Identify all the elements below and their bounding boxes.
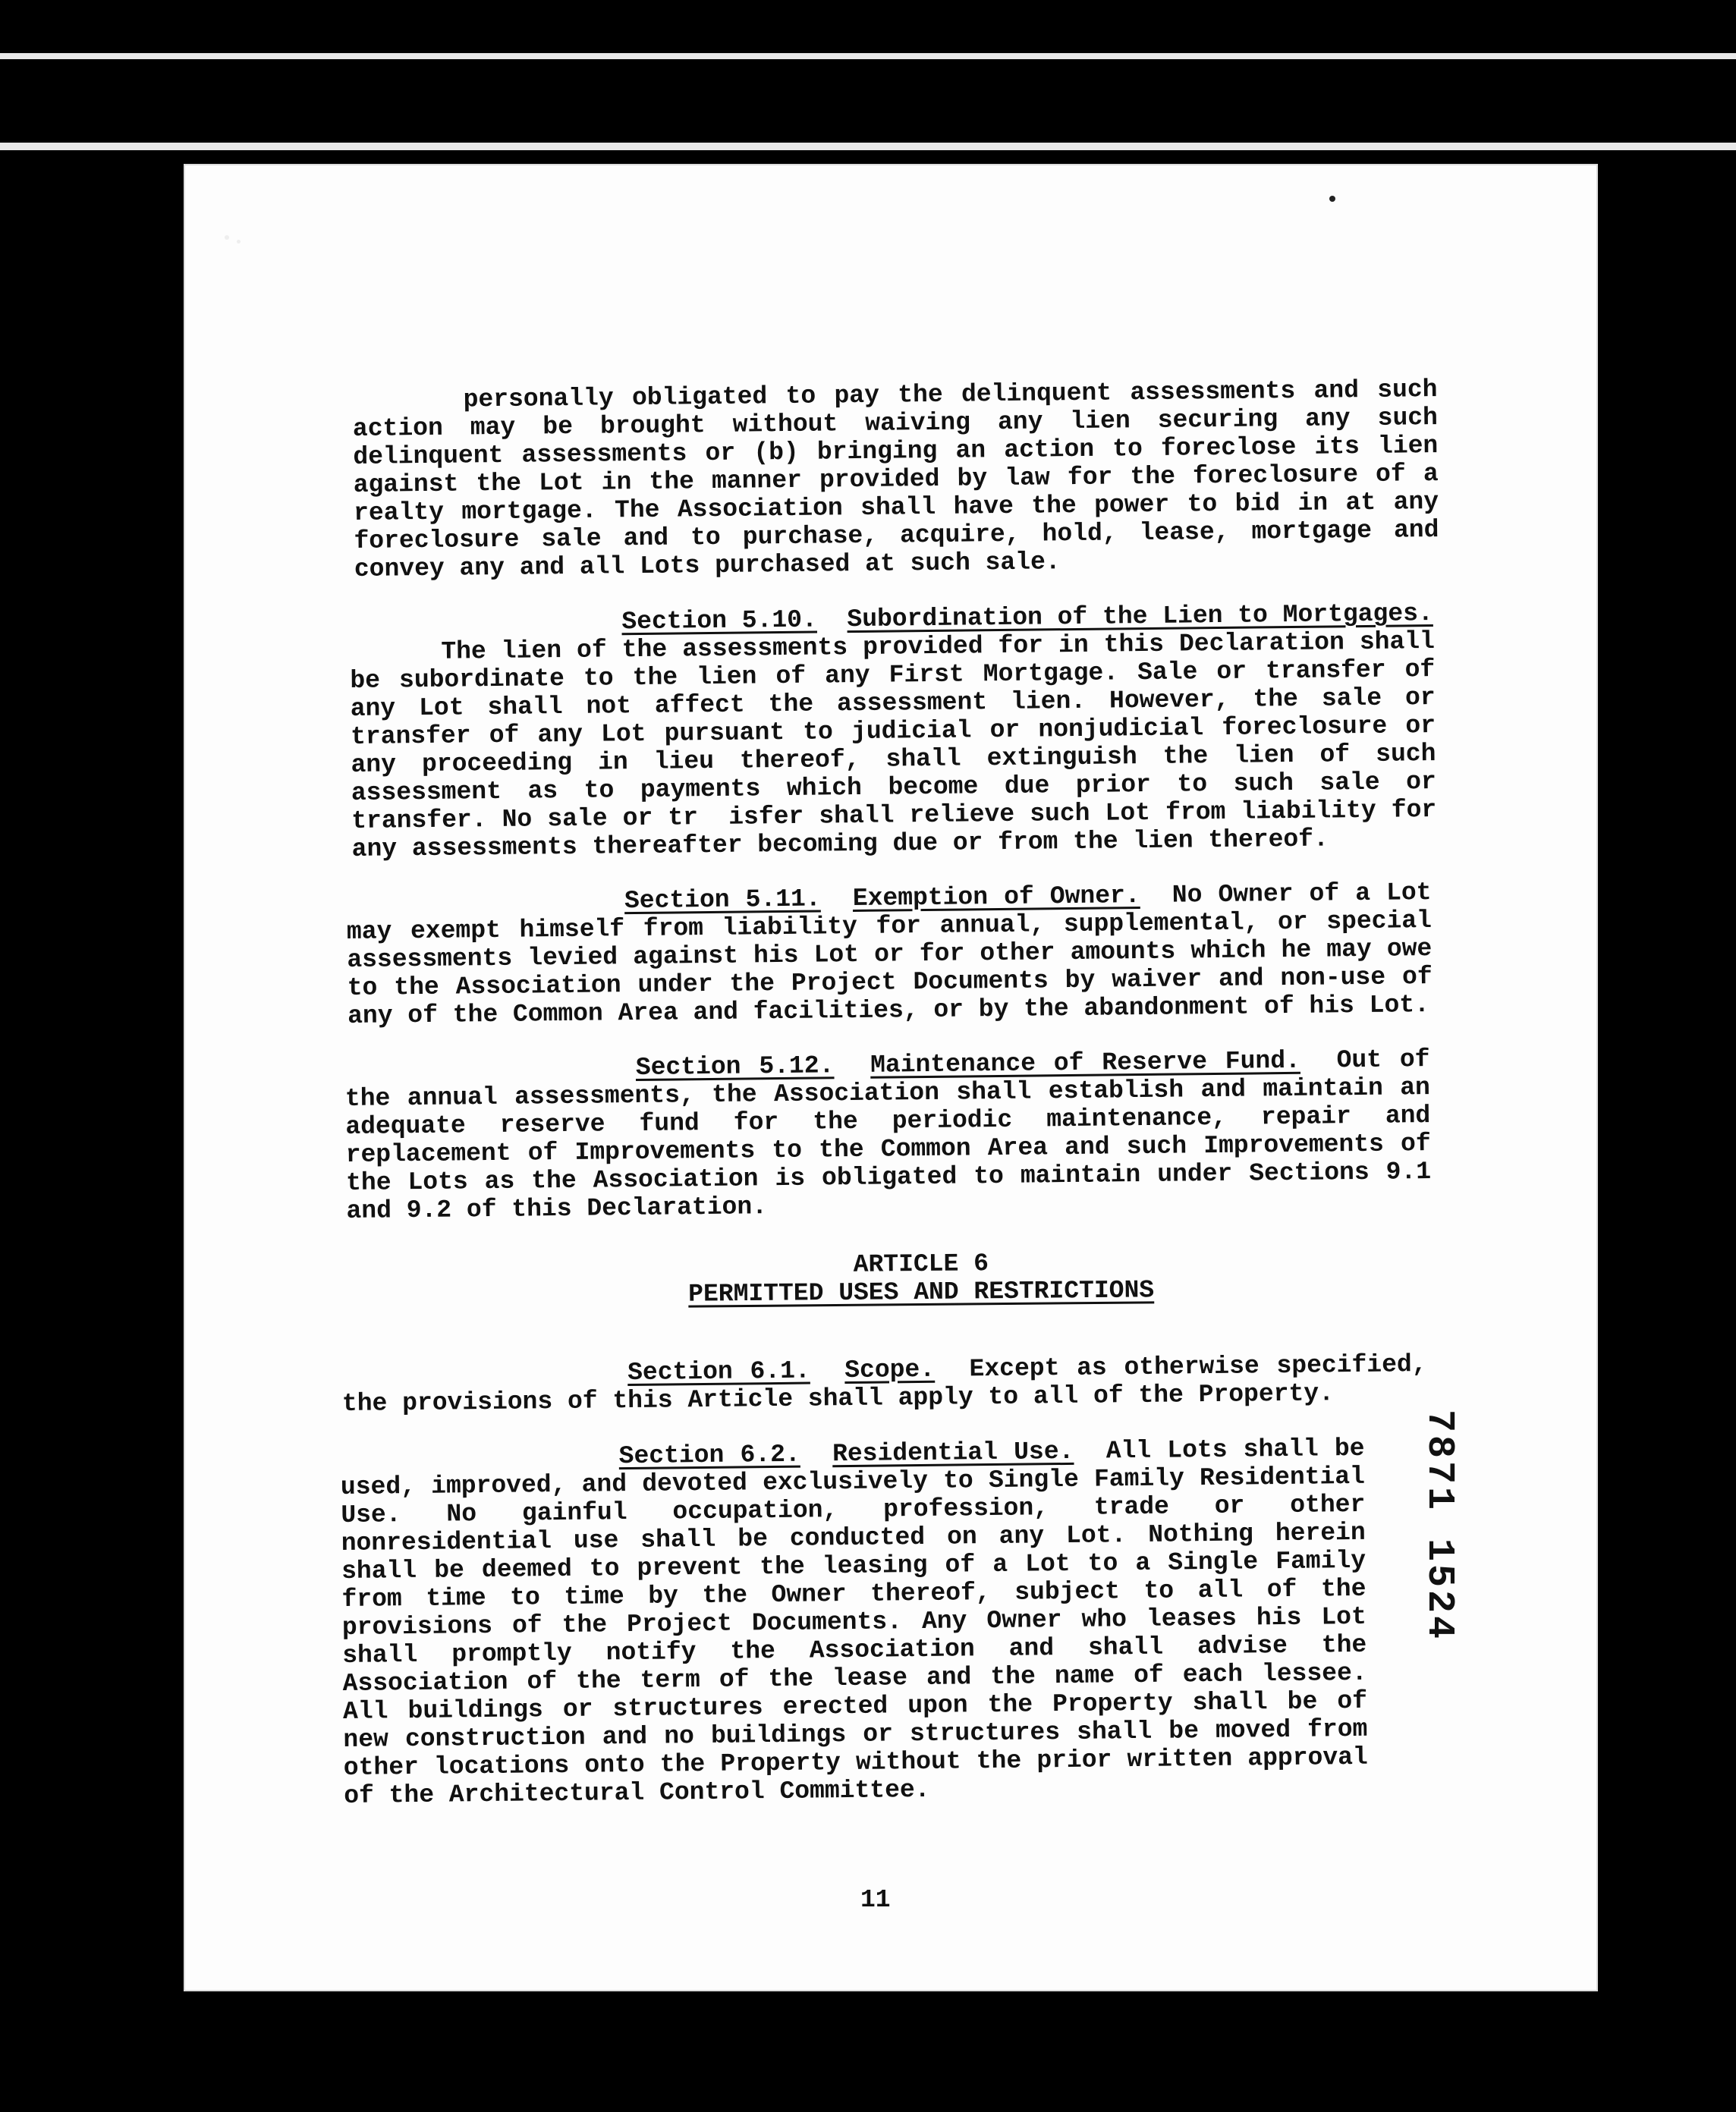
section-number: Section 5.11.	[624, 885, 821, 916]
section-body: The lien of the assessments provided for in this Declaration shall be subordinate to the lien of any First Mortgage. Sale or transfer of any Lot shall not affect the assessment lien. However, the sale or transfer of any Lot pursuant to judicial or nonjudicial foreclosure or any proceeding in lieu thereof, shall extinguish the lien of such assessment as to payments which become due prior to such sale or transfer. No sale or tr isfer shall relieve such Lot from liability for any assessments thereafter becoming due or from the lien thereof.	[350, 627, 1452, 863]
section-number: Section 5.10.	[621, 605, 818, 636]
section-5-10	[349, 571, 1452, 891]
document-page	[185, 165, 1596, 1990]
section-title: Subordination of the Lien to Mortgages.	[847, 599, 1433, 634]
article-label: ARTICLE 6	[853, 1249, 989, 1279]
paragraph-indent	[454, 1074, 636, 1076]
scan-edge-top	[0, 53, 1736, 59]
section-body: Except as otherwise specified, the provisions of this Article shall apply to all of the Property.	[341, 1350, 1442, 1418]
scan-edge-second	[0, 143, 1736, 150]
document-text	[185, 165, 1596, 1990]
paragraph-indent	[442, 907, 624, 910]
paragraph-indent	[445, 1379, 627, 1381]
section-title: Exemption of Owner.	[852, 882, 1140, 913]
section-title: Residential Use.	[832, 1437, 1074, 1469]
book-reference-text: 7871 1524	[1417, 1410, 1461, 1642]
article-heading	[618, 1248, 1225, 1309]
section-title: Maintenance of Reserve Fund.	[870, 1046, 1301, 1080]
article-title: PERMITTED USES AND RESTRICTIONS	[688, 1276, 1155, 1309]
intro-text: personally obligated to pay the delinquent assessments and such action may be brought without waiving any lien securing any such delinquent assessments or (b) bringing an action to foreclose its lien against the Lot in the manner provided by law for the foreclosure of a realty mortgage. The Association shall have the power to bid in at any foreclosure sale and to purchase, acquire, hold, lease, mortgage and convey any and all Lots purchased at such sale.	[352, 375, 1455, 583]
paragraph-indent	[439, 628, 621, 630]
paragraph-indent	[437, 1463, 619, 1465]
section-5-12	[344, 1017, 1447, 1253]
page-number: 11	[860, 1886, 891, 1914]
section-number: Section 6.1.	[627, 1356, 810, 1388]
section-body: No Owner of a Lot may exempt himself from liability for annual, supplemental, or special assessments levied against his Lot or for other amounts which he may owe to the Association under the Project Documents by waiver and non-use of any of the Common Area and facilities, or by the abandonment of his Lot.	[346, 878, 1448, 1030]
section-number: Section 5.12.	[635, 1051, 835, 1082]
section-number: Section 6.2.	[618, 1440, 800, 1471]
section-body: All Lots shall be used, improved, and devoted exclusively to Single Family Residential Use. No gainful occupation, profession, trade or other nonresidential use shall be conducted on any Lot. Nothing herein shall be deemed to prevent the leasing of a Lot to a Single Family from time to time by the Owner thereof, subject to all of the provisions of the Project Documents. Any Owner who leases his Lot shall promptly notify the Association and shall advise the Association of the term of the lease and the name of each lessee. All buildings or structures erected upon the Property shall be of new construction and no buildings or structures shall be moved from other locations onto the Property without the prior written approval of the Architectural Control Committee.	[340, 1434, 1383, 1810]
intro-paragraph	[352, 347, 1455, 611]
section-body: Out of the annual assessments, the Association shall establish and maintain an adequate reserve fund for the periodic maintenance, repair and replacement of Improvements to the Common Area and such Improvements of the Lots as the Association is obligated to maintain under Sections 9.1 and 9.2 of this Declaration.	[344, 1045, 1447, 1225]
book-page-reference	[1417, 1410, 1461, 1642]
section-title: Scope.	[844, 1355, 936, 1385]
section-6-2	[340, 1406, 1383, 1838]
